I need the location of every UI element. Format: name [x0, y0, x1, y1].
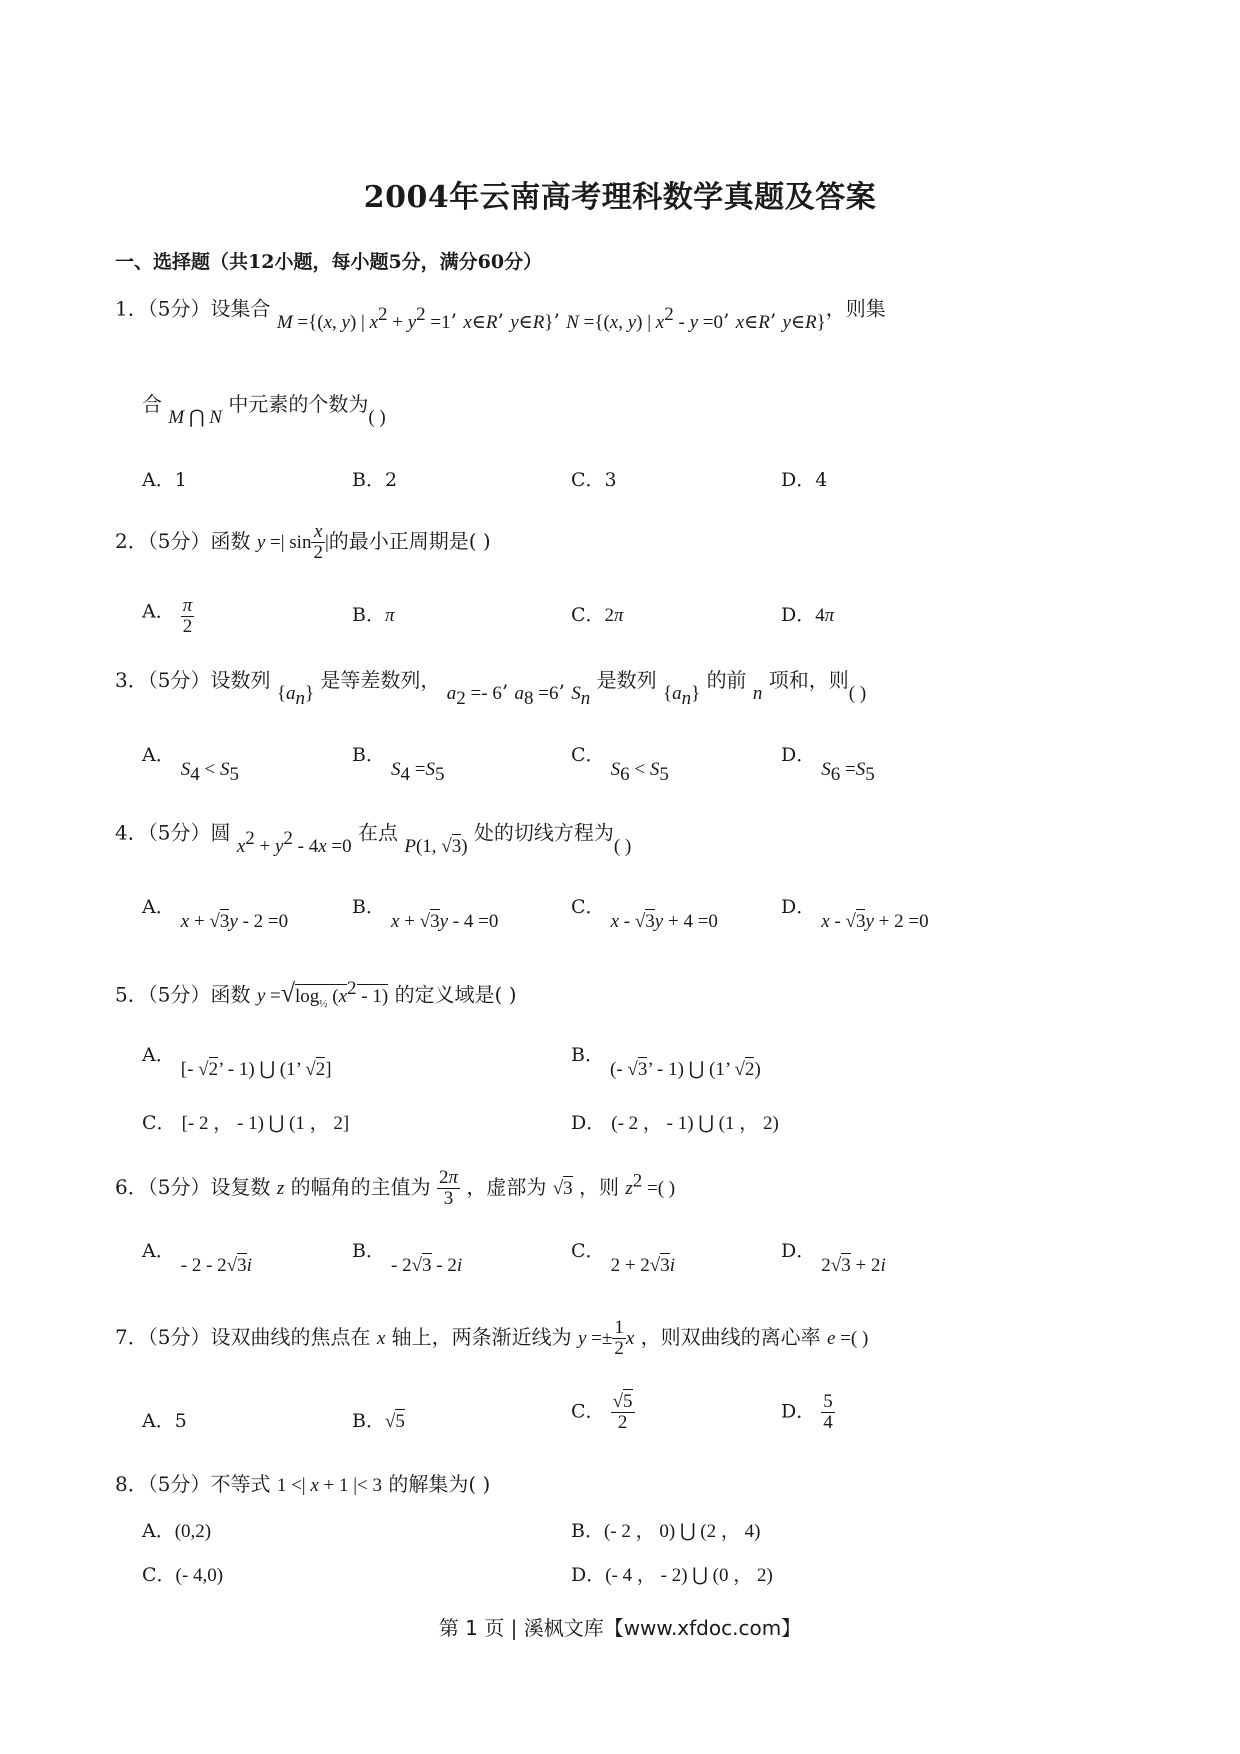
option-4a: A． x + √3y - 2 =0 [142, 896, 289, 932]
option-2d: D．4π [781, 604, 835, 626]
option-3d: D． $S_6 =S_5$ [781, 744, 875, 785]
section-heading: 一、选择题（共12小题，每小题5分，满分60分） [115, 251, 543, 273]
option-3c: C． $S_6 < S_5$ [571, 744, 669, 785]
page-footer: 第 1 页 | 溪枫文库【www.xfdoc.com】 [438, 1616, 802, 1640]
question-1-stem: 1．（5分）设集合 [115, 296, 271, 321]
option-4d: D． x - √3y + 2 =0 [781, 896, 929, 932]
question-7: 7．（5分）设双曲线的焦点在 x 轴上，两条渐近线为 y =± $\frac{1}{2}$ x ，则双曲线的离心率 e =( ) [115, 1317, 869, 1359]
option-5a: A． [- √2’ - 1) ⋃ (1’ √2] [142, 1044, 332, 1080]
question-4: 4．（5分）圆 $x^2 + y^2 - 4x =0$ 在点 P(1, √3) 处的切线方程为( ) [115, 820, 632, 857]
question-1: 1．（5分）设集合 M ={(x, y) | $x^2 + y^2 =1$’ x∈R’ y∈R}’ N ={(x, y) | $x^2 - y =0$’ x∈R’ y∈R}，则集 [115, 296, 886, 333]
option-5d: D． (- 2 ， - 1) ⋃ (1 ， 2) [571, 1112, 779, 1134]
option-3a: A． $S_4 < S_5$ [142, 744, 239, 785]
question-3: 3．（5分）设数列 $\{a_n\}$ 是等差数列， $a_2 =- 6$’ $a_8 =6$’ $S_n$ 是数列 $\{a_n\}$ 的前 n 项和，则( ) [115, 668, 867, 709]
option-8b: B．(- 2 ， 0) ⋃ (2 ， 4) [571, 1520, 761, 1542]
option-2b: B．π [352, 604, 395, 626]
option-2a: A． $\frac{\pi}{2}$ [142, 595, 193, 637]
option-3b: B． $S_4 =S_5$ [352, 744, 445, 785]
page-title: 2004年云南高考理科数学真题及答案 [363, 180, 877, 215]
option-6a: A． - 2 - 2√3i [142, 1240, 252, 1276]
option-8a: A．(0,2) [142, 1520, 212, 1542]
option-8c: C．(- 4,0) [142, 1564, 224, 1586]
question-8: 8．（5分）不等式 1 <| x + 1 |< 3 的解集为( ) [115, 1472, 491, 1496]
question-1-continuation: 合 M ⋂ N 中元素的个数为( ) [142, 392, 386, 428]
question-5: 5．（5分）函数 $y =√\log_{\frac{1}{2}}$ $(x^2 - 1)$ 的定义域是( ) [115, 978, 517, 1010]
question-1-tail: ，则集 [825, 296, 886, 321]
option-7c: C． $\frac{√5}{2}$ [571, 1391, 633, 1433]
option-6b: B． - 2√3 - 2i [352, 1240, 463, 1276]
option-7d: D． $\frac{5}{4}$ [781, 1391, 833, 1433]
option-6c: C． 2 + 2√3i [571, 1240, 676, 1276]
option-5b: B． (- √3’ - 1) ⋃ (1’ √2) [571, 1044, 761, 1080]
option-1b: B．2 [352, 469, 398, 491]
option-6d: D． 2√3 + 2i [781, 1240, 886, 1276]
option-2c: C．2π [571, 604, 624, 626]
question-2: 2．（5分）函数 y =| sin $\frac{x}{2}$ |的最小正周期是( ) [115, 521, 491, 563]
option-5c: C． [- 2 ， - 1) ⋃ (1 ， 2] [142, 1112, 350, 1134]
option-1d: D．4 [781, 469, 828, 491]
option-4c: C． x - √3y + 4 =0 [571, 896, 718, 932]
option-1c: C．3 [571, 469, 617, 491]
option-7a: A．5 [142, 1410, 187, 1432]
option-7b: B．√5 [352, 1410, 405, 1432]
option-4b: B． x + √3y - 4 =0 [352, 896, 499, 932]
question-6: 6．（5分）设复数 z 的幅角的主值为 $\frac{2\pi}{3}$ ，虚部为 √3 ，则 $z^2$ =( ) [115, 1167, 676, 1209]
option-8d: D．(- 4 ， - 2) ⋃ (0 ， 2) [571, 1564, 773, 1586]
option-1a: A．1 [142, 469, 187, 491]
